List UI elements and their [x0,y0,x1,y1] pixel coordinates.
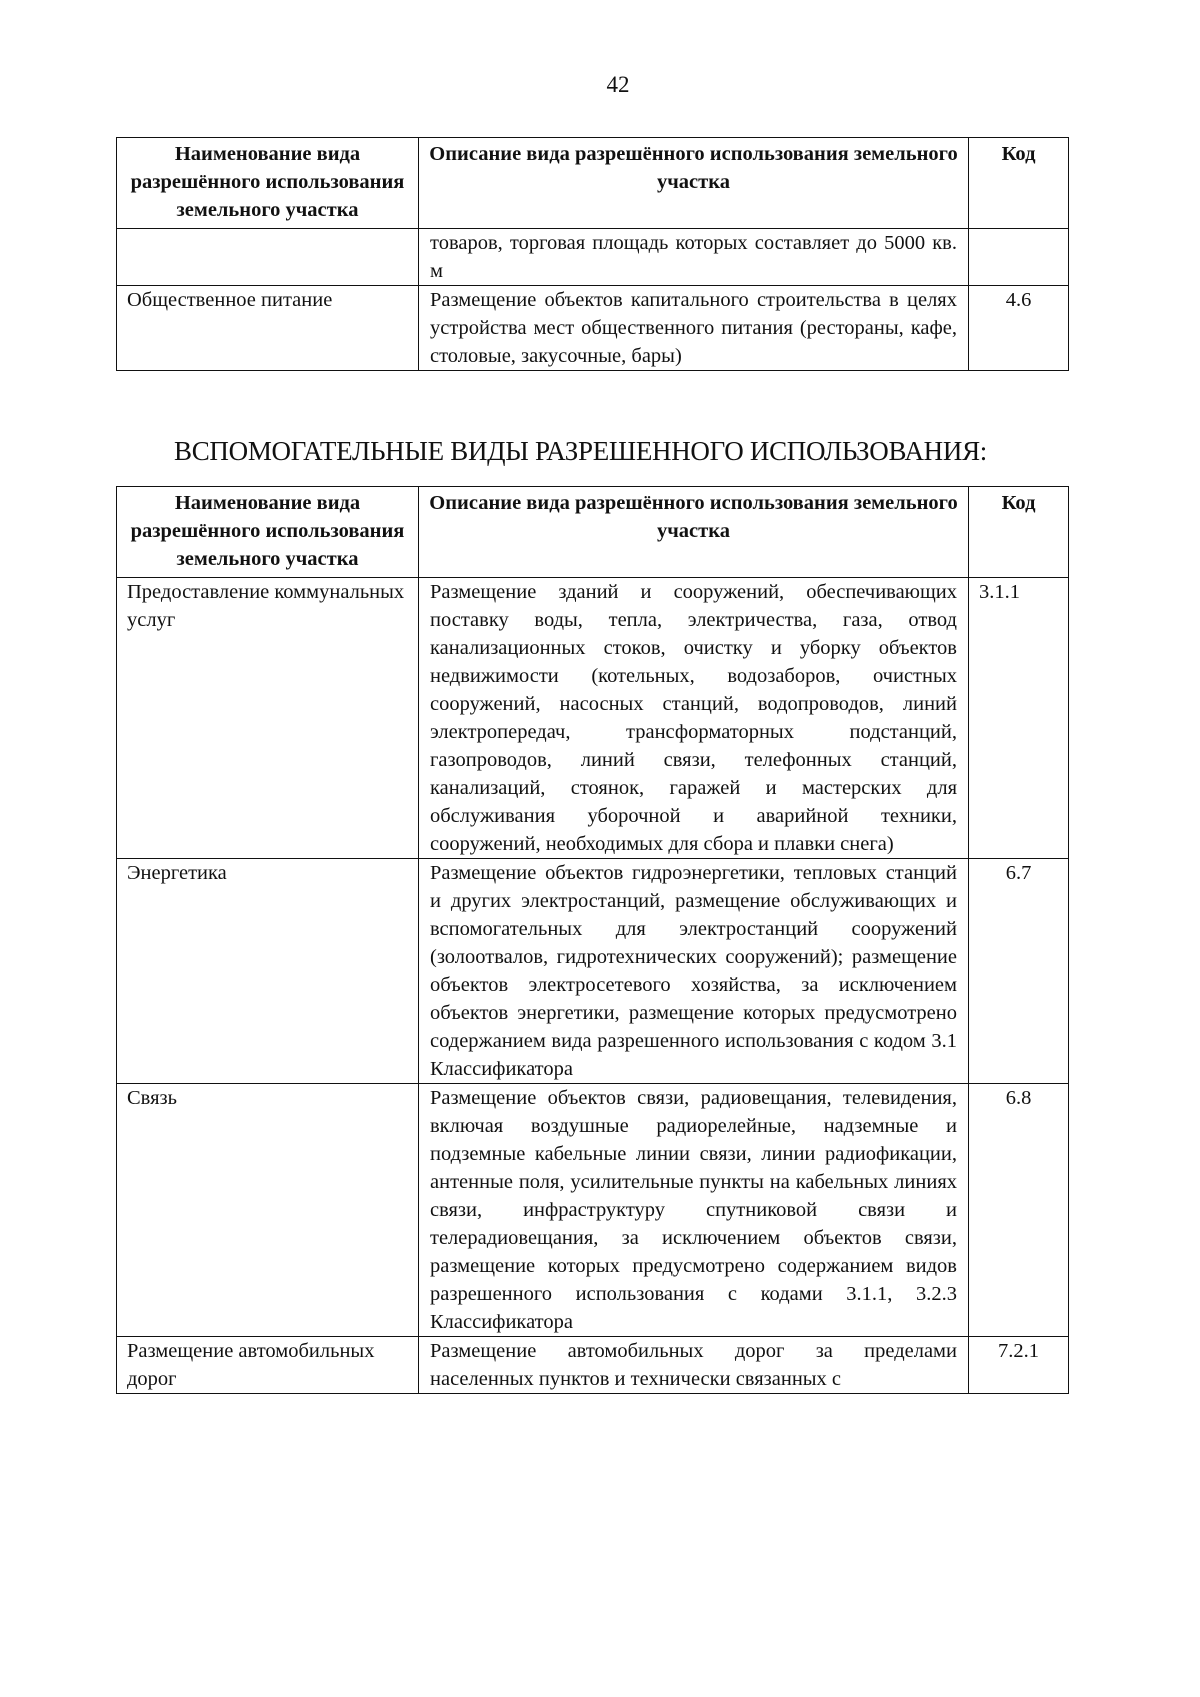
use-name: Размещение автомобильных дорог [117,1337,419,1394]
use-name: Предоставление коммунальных услуг [117,578,419,859]
use-name: Связь [117,1084,419,1337]
use-code: 3.1.1 [969,578,1069,859]
use-code: 6.8 [969,1084,1069,1337]
header-description: Описание вида разрешённого использования земельного участка [419,138,969,229]
section-title: ВСПОМОГАТЕЛЬНЫЕ ВИДЫ РАЗРЕШЕННОГО ИСПОЛЬЗОВАНИЯ: [174,436,987,466]
use-name: Энергетика [117,859,419,1084]
table-row [117,286,1069,371]
use-description: Размещение объектов связи, радиовещания, телевидения, включая воздушные радиорелейные, надземные и подземные кабельные линии связи, линии радиофикации, антенные поля, усилительные пункты на кабельных линиях связи, инфраструктуру спутниковой связи и телерадиовещания, за исключением объектов связи, размещение которых предусмотрено содержанием видов разрешенного использования с кодами 3.1.1, 3.2.3 Классификатора [419,1084,969,1337]
use-name [117,229,419,286]
use-code: 6.7 [969,859,1069,1084]
use-code: 4.6 [969,286,1069,371]
header-name: Наименование вида разрешённого использования земельного участка [117,487,419,578]
table-row [117,578,1069,859]
use-description: Размещение объектов гидроэнергетики, тепловых станций и других электростанций, размещение обслуживающих и вспомогательных для электростанций сооружений (золоотвалов, гидротехнических сооружений); размещение объектов электросетевого хозяйства, за исключением объектов энергетики, размещение которых предусмотрено содержанием вида разрешенного использования с кодом 3.1 Классификатора [419,859,969,1084]
header-description: Описание вида разрешённого использования земельного участка [419,487,969,578]
header-code: Код [969,487,1069,578]
table-row [117,229,1069,286]
use-description: Размещение зданий и сооружений, обеспечивающих поставку воды, тепла, электричества, газа, отвод канализационных стоков, очистку и уборку объектов недвижимости (котельных, водозаборов, очистных сооружений, насосных станций, водопроводов, линий электропередач, трансформаторных подстанций, газопроводов, линий связи, телефонных станций, канализаций, стоянок, гаражей и мастерских для обслуживания уборочной и аварийной техники, сооружений, необходимых для сбора и плавки снега) [419,578,969,859]
header-code: Код [969,138,1069,229]
use-code [969,229,1069,286]
table-header-row [117,138,1069,229]
use-description: Размещение автомобильных дорог за пределами населенных пунктов и технически связанных с [419,1337,969,1394]
header-name: Наименование вида разрешённого использования земельного участка [117,138,419,229]
use-description: Размещение объектов капитального строительства в целях устройства мест общественного питания (рестораны, кафе, столовые, закусочные, бары) [419,286,969,371]
use-name: Общественное питание [117,286,419,371]
use-code: 7.2.1 [969,1337,1069,1394]
page-number: 42 [606,72,630,97]
table-row [117,1337,1069,1394]
table-row [117,859,1069,1084]
use-description: товаров, торговая площадь которых составляет до 5000 кв. м [419,229,969,286]
table-row [117,1084,1069,1337]
table-header-row [117,487,1069,578]
main-uses-table [116,137,1069,371]
auxiliary-uses-table [116,486,1069,1394]
